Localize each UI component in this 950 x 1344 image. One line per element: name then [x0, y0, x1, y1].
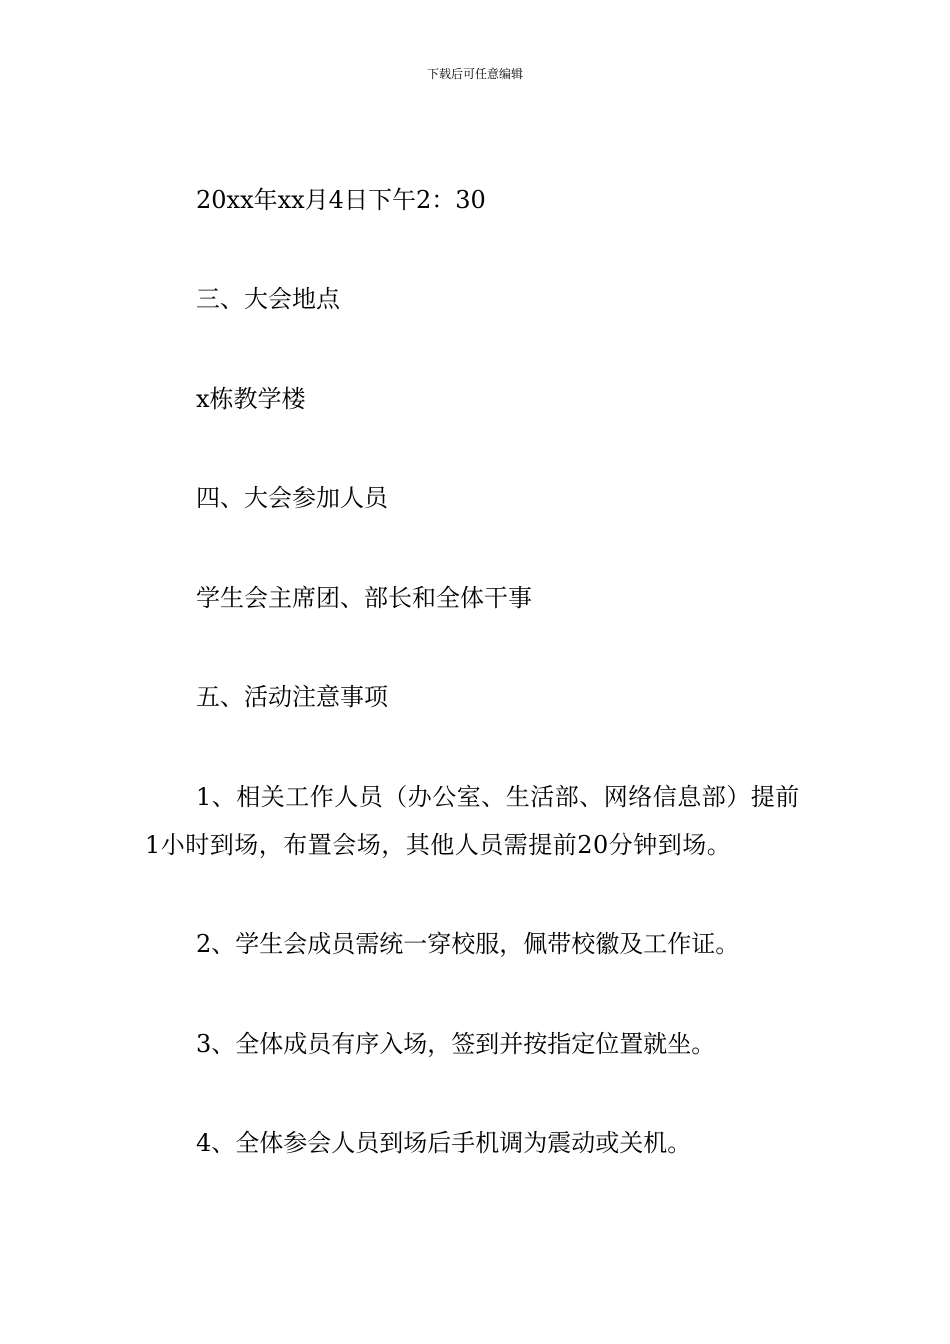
note-item-2: 2、学生会成员需统一穿校服，佩带校徽及工作证。 — [196, 930, 740, 958]
meeting-attendees: 学生会主席团、部长和全体干事 — [196, 584, 532, 612]
section-heading-attendees: 四、大会参加人员 — [196, 484, 388, 512]
note-item-4: 4、全体参会人员到场后手机调为震动或关机。 — [196, 1129, 692, 1157]
meeting-venue: x栋教学楼 — [196, 385, 306, 413]
note-item-1: 1、相关工作人员（办公室、生活部、网络信息部）提前1小时到场，布置会场，其他人员需提前20分钟到场。 — [145, 783, 800, 859]
section-heading-venue: 三、大会地点 — [196, 285, 340, 313]
meeting-time: 20xx年xx月4日下午2：30 — [196, 186, 486, 214]
page-header: 下载后可任意编辑 — [426, 67, 523, 81]
note-item-3: 3、全体成员有序入场，签到并按指定位置就坐。 — [196, 1030, 716, 1058]
section-heading-notes: 五、活动注意事项 — [196, 683, 388, 711]
